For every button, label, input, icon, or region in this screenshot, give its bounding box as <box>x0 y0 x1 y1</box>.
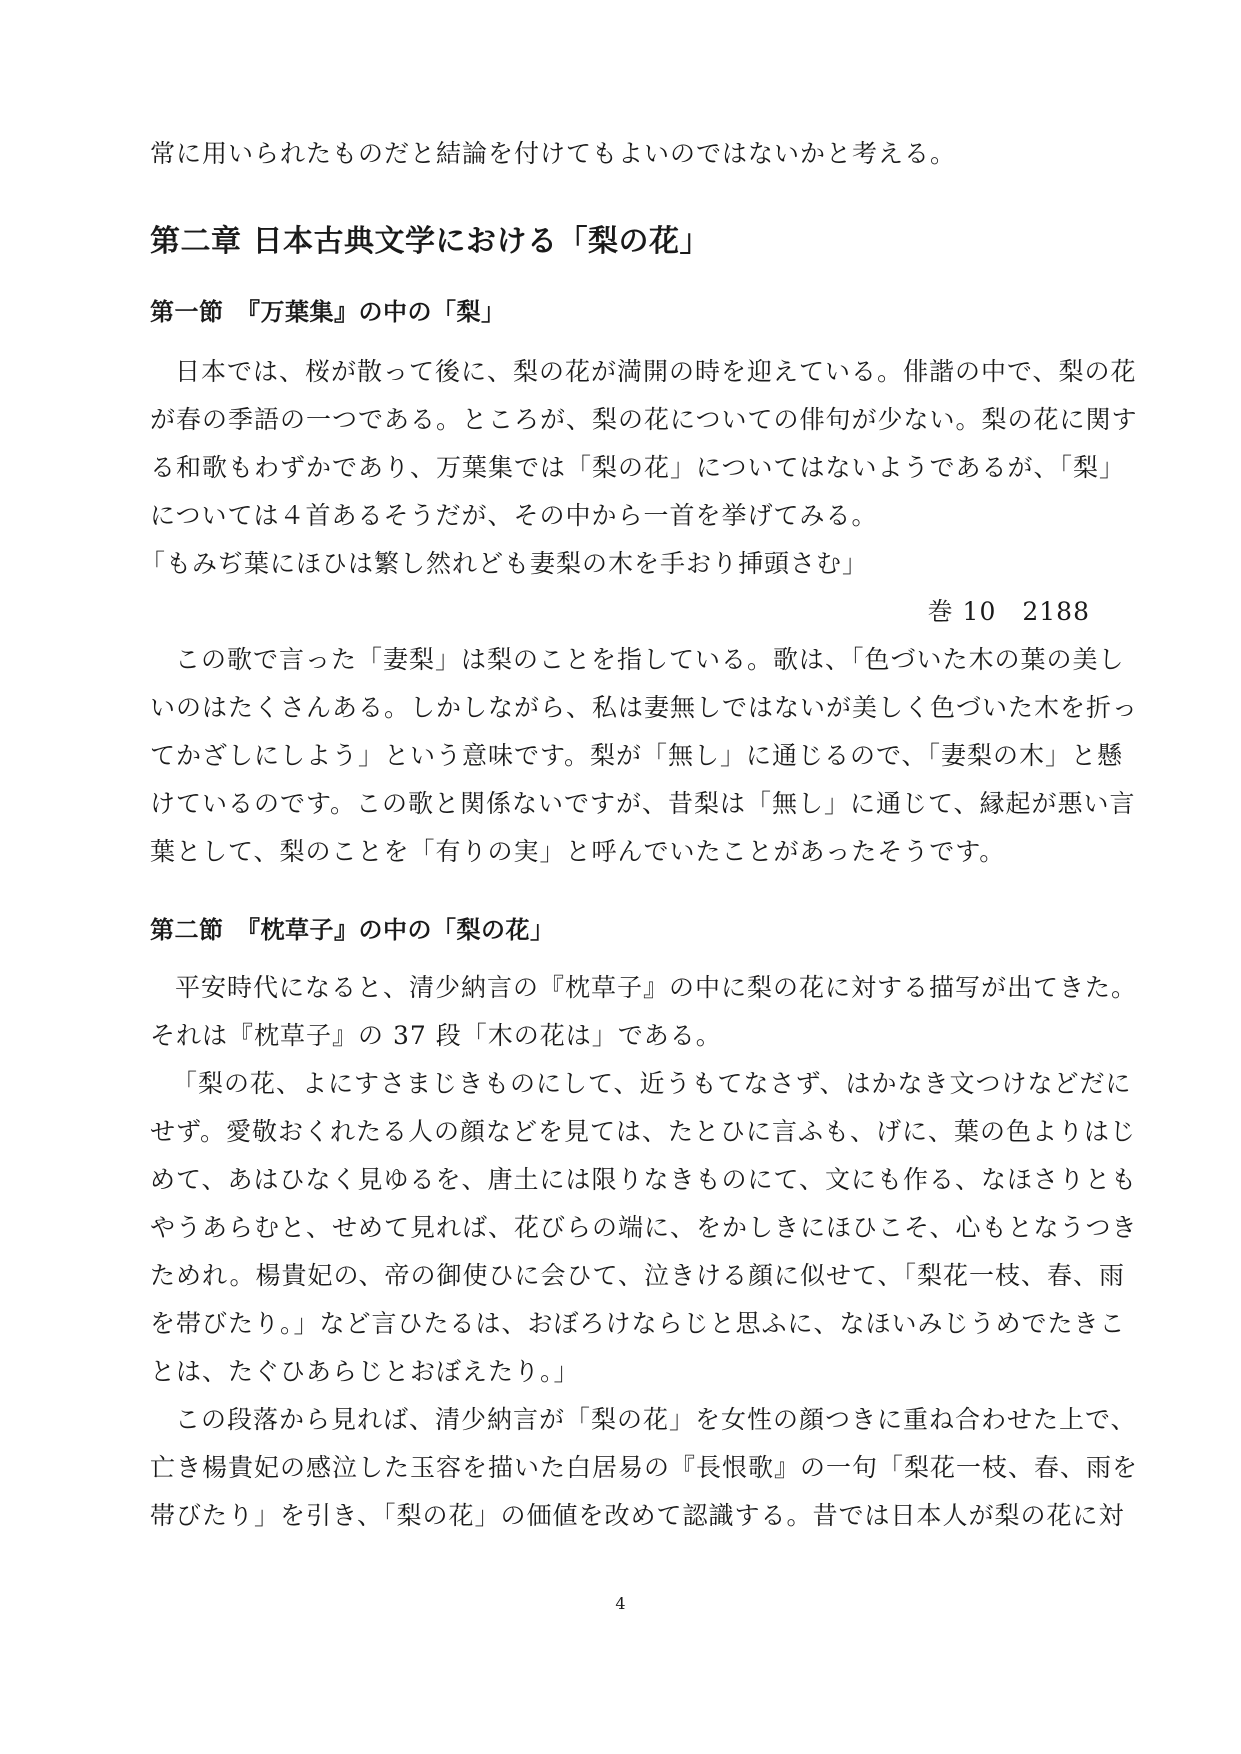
quote-line: やうあらむと、せめて見れば、花びらの端に、をかしきにほひこそ、心もとなうつき <box>150 1213 1138 1242</box>
body-line: いのはたくさんある。しかしながら、私は妻無しではないが美しく色づいた木を折っ <box>150 693 1139 722</box>
body-line: が春の季語の一つである。ところが、梨の花についての俳句が少ない。梨の花に関す <box>150 405 1138 434</box>
body-line: それは『枕草子』の 37 段「木の花は」である。 <box>150 1021 722 1050</box>
body-line: 葉として、梨のことを「有りの実」と呼んでいたことがあったそうです。 <box>150 837 1006 866</box>
section-1-title: 第一節 『万葉集』の中の「梨」 <box>150 297 506 326</box>
quote-line: めて、あはひなく見ゆるを、唐土には限りなきものにて、文にも作る、なほさりとも <box>150 1165 1138 1194</box>
page-number: 4 <box>615 1594 626 1613</box>
body-line: 亡き楊貴妃の感泣した玉容を描いた白居易の『長恨歌』の一句「梨花一枝、春、雨を <box>150 1453 1139 1482</box>
body-line: けているのです。この歌と関係ないですが、昔梨は「無し」に通じて、縁起が悪い言 <box>150 789 1136 818</box>
quote-line: せず。愛敬おくれたる人の顔などを見ては、たとひに言ふも、げに、葉の色よりはじ <box>150 1117 1137 1146</box>
body-line: 平安時代になると、清少納言の『枕草子』の中に梨の花に対する描写が出てきた。 <box>175 973 1138 1002</box>
quote-line: を帯びたり。」など言ひたるは、おぼろけならじと思ふに、なほいみじうめでたきこ <box>150 1309 1126 1338</box>
body-line: 帯びたり」を引き、「梨の花」の価値を改めて認識する。昔では日本人が梨の花に対 <box>150 1501 1125 1530</box>
body-line: については４首あるそうだが、その中から一首を挙げてみる。 <box>150 501 878 530</box>
body-line: る和歌もわずかであり、万葉集では「梨の花」についてはないようであるが、「梨」 <box>150 453 1126 482</box>
body-line: 日本では、桜が散って後に、梨の花が満開の時を迎えている。俳諧の中で、梨の花 <box>175 357 1137 386</box>
poem-reference: 巻 10 2188 <box>927 597 1090 626</box>
section-2-title: 第二節 『枕草子』の中の「梨の花」 <box>150 915 555 944</box>
body-line: てかざしにしよう」という意味です。梨が「無し」に通じるので、「妻梨の木」と懸 <box>150 741 1124 770</box>
quote-line: とは、たぐひあらじとおぼえたり。」 <box>150 1357 580 1386</box>
body-line: 常に用いられたものだと結論を付けてもよいのではないかと考える。 <box>150 139 957 168</box>
quote-line: ためれ。楊貴妃の、帝の御使ひに会ひて、泣きける顔に似せて、「梨花一枝、春、雨 <box>150 1261 1126 1290</box>
quote-line: 「梨の花、よにすさまじきものにして、近うもてなさず、はかなき文つけなどだに <box>172 1069 1132 1098</box>
body-line: この歌で言った「妻梨」は梨のことを指している。歌は、「色づいた木の葉の美し <box>175 645 1125 674</box>
poem-line: 「もみぢ葉にほひは繁し然れども妻梨の木を手おり挿頭さむ」 <box>140 549 869 578</box>
chapter-title: 第二章 日本古典文学における「梨の花」 <box>150 224 710 259</box>
body-line: この段落から見れば、清少納言が「梨の花」を女性の顔つきに重ね合わせた上で、 <box>175 1405 1137 1434</box>
